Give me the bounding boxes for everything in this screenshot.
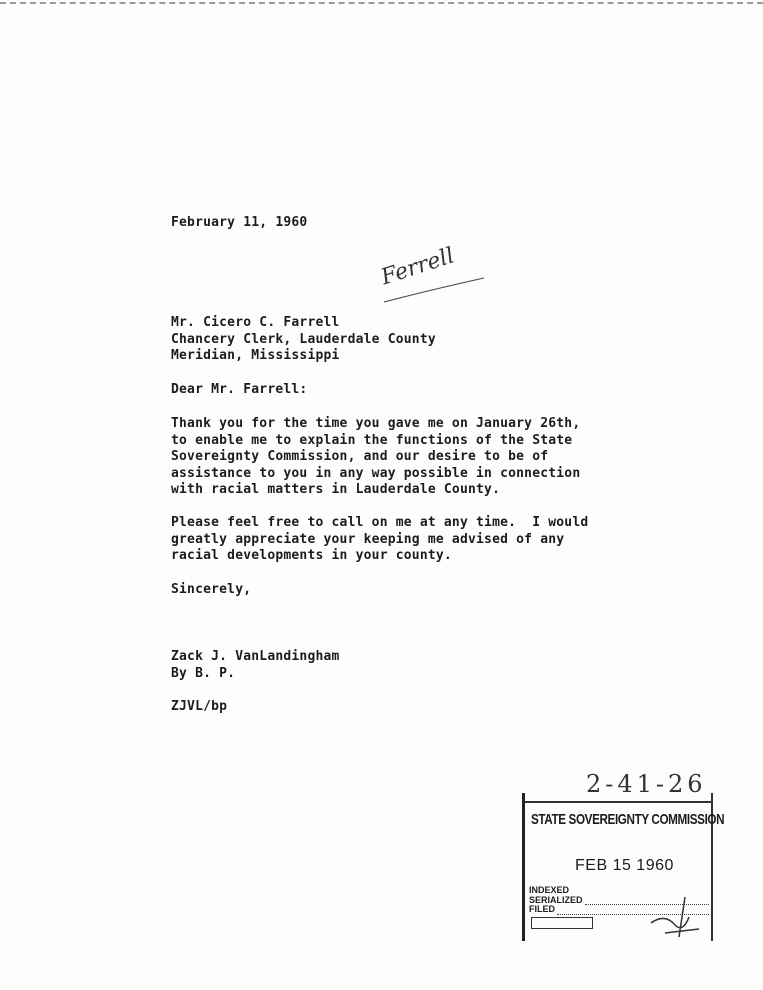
stamp-field-label: FILED	[529, 904, 555, 914]
stamp-handwritten-mark	[645, 893, 705, 939]
body-paragraph-1	[171, 416, 580, 499]
signature-line: Zack J. VanLandingham	[171, 649, 340, 664]
recipient-address	[171, 315, 436, 365]
paragraph-line: assistance to you in any way possible in connection	[171, 465, 581, 481]
paragraph-line: with racial matters in Lauderdale County.	[171, 482, 501, 497]
paragraph-line: Please feel free to call on me at any time. I would	[171, 515, 589, 530]
reference-initials: ZJVL/bp	[171, 699, 228, 714]
stamp-top-rule	[525, 801, 711, 803]
received-stamp	[522, 793, 725, 941]
stamp-file-number: 2-41-26	[586, 770, 707, 798]
paragraph-line: racial developments in your county.	[171, 548, 452, 563]
stamp-date: FEB 15 1960	[575, 857, 674, 874]
stamp-field-label: SERIALIZED	[529, 894, 583, 905]
body-paragraph-2	[171, 515, 588, 565]
recipient-line: Meridian, Mississippi	[171, 348, 340, 363]
signature-block	[171, 649, 340, 682]
recipient-line: Mr. Cicero C. Farrell	[171, 315, 340, 330]
closing: Sincerely,	[171, 582, 252, 597]
stamp-box	[531, 917, 593, 929]
stamp-field-label: INDEXED	[529, 885, 570, 895]
stamp-title: STATE SOVEREIGNTY COMMISSION	[531, 811, 725, 828]
recipient-line: Chancery Clerk, Lauderdale County	[171, 331, 436, 347]
page-top-edge	[0, 2, 763, 8]
paragraph-line: to enable me to explain the functions of the State	[171, 432, 573, 448]
handwritten-note: Ferrell	[378, 243, 458, 291]
paragraph-line: Sovereignty Commission, and our desire to be of	[171, 449, 549, 464]
handwritten-underline	[380, 276, 490, 306]
paragraph-line: greatly appreciate your keeping me advised of any	[171, 531, 565, 547]
paragraph-line: Thank you for the time you gave me on January 26th,	[171, 416, 581, 431]
letter-date: February 11, 1960	[171, 215, 308, 230]
signature-line: By B. P.	[171, 665, 236, 681]
salutation: Dear Mr. Farrell:	[171, 382, 308, 397]
